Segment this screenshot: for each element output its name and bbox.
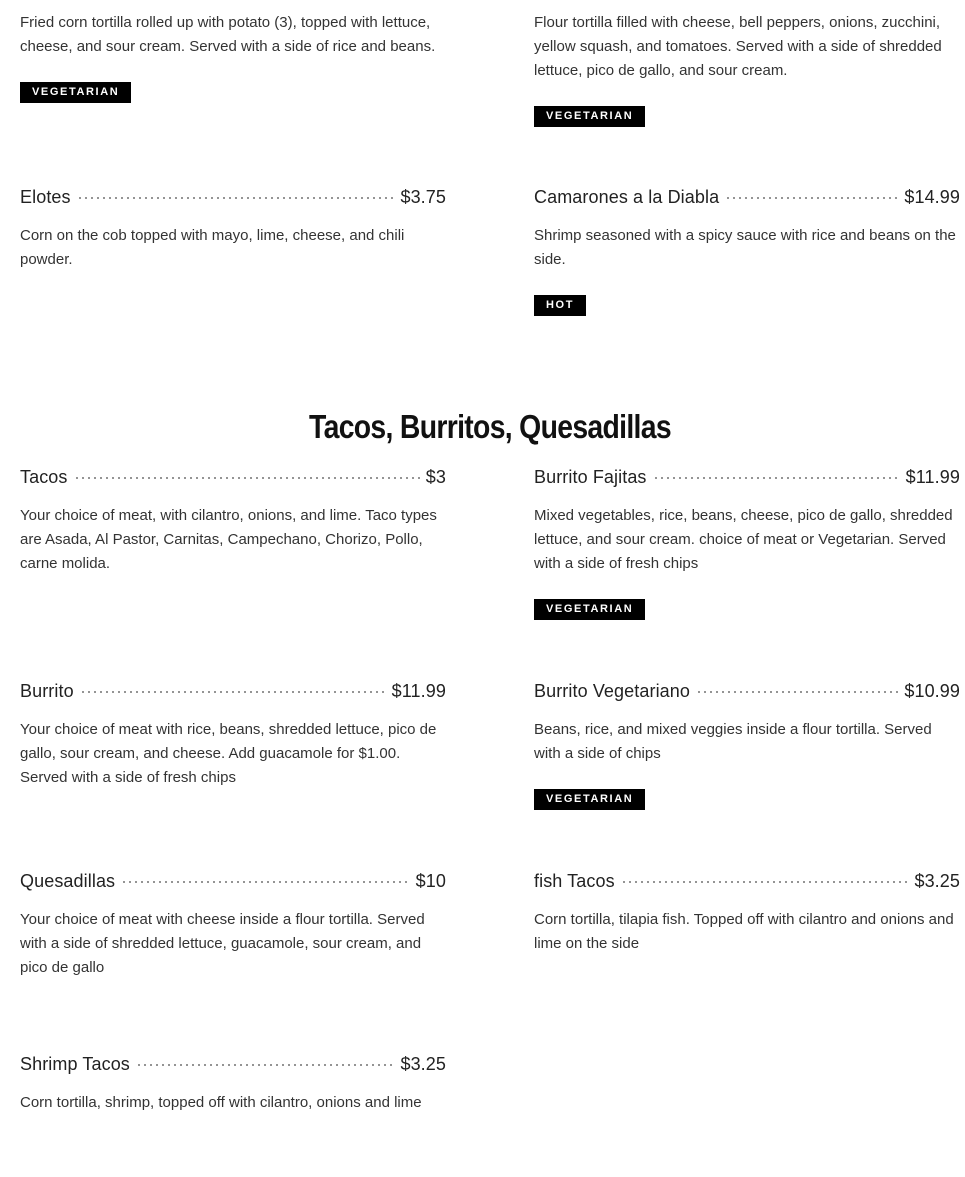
item-name: Tacos (20, 467, 68, 487)
item-name: Burrito Fajitas (534, 467, 647, 487)
dot-leader (653, 477, 900, 479)
item-name: Burrito (20, 681, 74, 701)
item-name: Elotes (20, 187, 71, 207)
item-name: Shrimp Tacos (20, 1054, 130, 1074)
item-header (534, 187, 960, 213)
section-title: Tacos, Burritos, Quesadillas (309, 408, 671, 445)
menu-item-quesadillas (20, 871, 446, 980)
item-price: $10 (415, 871, 446, 891)
vegetarian-badge: VEGETARIAN (534, 599, 645, 620)
menu-item-top-right (534, 11, 960, 127)
dot-leader (725, 197, 898, 199)
item-header (20, 187, 446, 213)
item-header (20, 871, 446, 897)
menu-item-burrito-fajitas (534, 467, 960, 620)
item-name: Burrito Vegetariano (534, 681, 690, 701)
item-description: Shrimp seasoned with a spicy sauce with rice and beans on the side. (534, 227, 956, 268)
item-name: Quesadillas (20, 871, 116, 891)
menu-item-burrito-vegetariano (534, 681, 960, 810)
item-price: $3 (425, 467, 446, 487)
dot-leader (77, 197, 395, 199)
item-description: Your choice of meat, with cilantro, onions, and lime. Taco types are Asada, Al Pastor, Carnitas, Campechano, Chorizo, Pollo, carne molida. (20, 507, 437, 572)
vegetarian-badge: VEGETARIAN (534, 789, 645, 810)
item-name: Camarones a la Diabla (534, 187, 720, 207)
menu-item-tacos (20, 467, 446, 576)
item-header (534, 681, 960, 707)
item-description: Your choice of meat with cheese inside a flour tortilla. Served with a side of shredded lettuce, guacamole, sour cream, and pico de gallo (20, 911, 425, 976)
item-description: Corn tortilla, shrimp, topped off with cilantro, onions and lime (20, 1094, 422, 1111)
item-description: Your choice of meat with rice, beans, shredded lettuce, pico de gallo, sour cream, and cheese. Add guacamole for $1.00. Served with a side of fresh chips (20, 721, 437, 786)
item-header (534, 467, 960, 493)
item-header (20, 1054, 446, 1080)
item-header (20, 681, 446, 707)
item-header (534, 871, 960, 897)
menu-item-elotes (20, 187, 446, 272)
item-description: Fried corn tortilla rolled up with potato (3), topped with lettuce, cheese, and sour cream. Served with a side of rice and beans. (20, 14, 436, 55)
vegetarian-badge: VEGETARIAN (20, 82, 131, 103)
dot-leader (621, 881, 909, 883)
menu-item-camarones-a-la-diabla (534, 187, 960, 316)
item-description: Mixed vegetables, rice, beans, cheese, pico de gallo, shredded lettuce, and sour cream. choice of meat or Vegetarian. Served with a side of fresh chips (534, 507, 953, 572)
item-price: $14.99 (904, 187, 960, 207)
menu-item-fish-tacos (534, 871, 960, 956)
item-price: $3.75 (400, 187, 446, 207)
vegetarian-badge: VEGETARIAN (534, 106, 645, 127)
item-header (20, 467, 446, 493)
menu-item-burrito (20, 681, 446, 790)
item-price: $11.99 (905, 467, 960, 487)
menu-item-shrimp-tacos (20, 1054, 446, 1115)
dot-leader (696, 691, 898, 693)
menu-item-top-left (20, 11, 446, 103)
item-description: Beans, rice, and mixed veggies inside a flour tortilla. Served with a side of chips (534, 721, 932, 762)
dot-leader (136, 1064, 395, 1066)
dot-leader (80, 691, 386, 693)
item-price: $3.25 (914, 871, 960, 891)
item-description: Corn tortilla, tilapia fish. Topped off with cilantro and onions and lime on the side (534, 911, 954, 952)
item-price: $11.99 (391, 681, 446, 701)
item-price: $10.99 (904, 681, 960, 701)
hot-badge: HOT (534, 295, 586, 316)
item-description: Corn on the cob topped with mayo, lime, cheese, and chili powder. (20, 227, 405, 268)
item-price: $3.25 (400, 1054, 446, 1074)
item-name: fish Tacos (534, 871, 615, 891)
dot-leader (74, 477, 420, 479)
dot-leader (121, 881, 410, 883)
item-description: Flour tortilla filled with cheese, bell peppers, onions, zucchini, yellow squash, and tomatoes. Served with a side of shredded lettuce, pico de gallo, and sour cream. (534, 14, 942, 79)
